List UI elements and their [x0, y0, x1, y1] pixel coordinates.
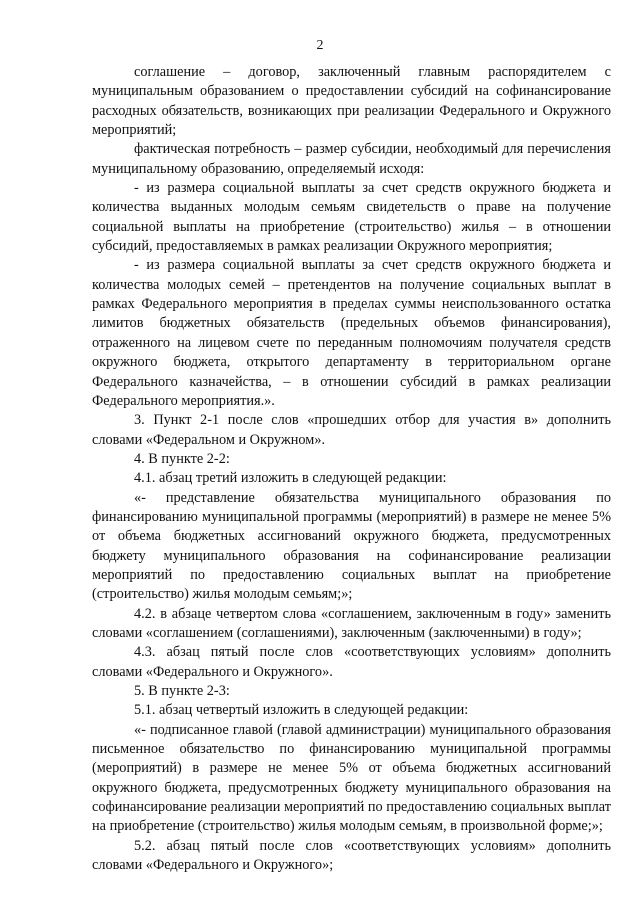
paragraph-item-5-1-text: «- подписанное главой (главой администрации) муниципального образования письменное обязательство по финансированию муниципальной программы (мероприятий) в размере не менее 5% от объема бюджетных ассигнований окружного бюджета, предусмотренных бюджету муниципального образования на софинансирование реализации мероприятий по предоставлению социальных выплат на приобретение (строительство) жилья молодым семьям, в произвольной форме;»;: [92, 721, 611, 835]
paragraph-item-5-1: 5.1. абзац четвертый изложить в следующей редакции:: [134, 702, 469, 719]
paragraph-item-5: 5. В пункте 2-3:: [134, 683, 230, 699]
paragraph-item-5-2: 5.2. абзац пятый после слов «соответствующих условиям» дополнить словами «Федерального и Окружного»;: [92, 837, 611, 874]
paragraph-actual-need-federal: - из размера социальной выплаты за счет средств окружного бюджета и количества молодых семей – претендентов на получение социальных выплат в рамках Федерального мероприятия в пределах суммы неиспользованного остатка лимитов бюджетных обязательств (предельных объемов финансирования), отраженного на лицевом счете по переданным полномочиям получателя средств окружного бюджета, открытого департаменту в территориальном органе Федерального казначейства, – в отношении субсидий в рамках реализации Федерального мероприятия.».: [92, 257, 611, 409]
paragraph-item-4: 4. В пункте 2-2:: [134, 450, 230, 467]
paragraph-item-4-2: 4.2. в абзаце четвертом слова «соглашением, заключенным в году» заменить словами «соглашением (соглашениями), заключенным (заключенными) в году»;: [92, 605, 611, 641]
page-number: 2: [316, 38, 324, 53]
paragraph-actual-need-district: - из размера социальной выплаты за счет средств окружного бюджета и количества выданных молодым семьям свидетельств о праве на получение социальной выплаты на приобретение (строительство) жилья – в отношении субсидий, предоставляемых в рамках реализации Окружного мероприятия;: [92, 180, 611, 255]
paragraph-definition-agreement: соглашение – договор, заключенный главным распорядителем с муниципальным образованием о предоставлении субсидий на софинансирование расходных обязательств, возникающих при реализации Федерального и Окружного мероприятий;: [92, 64, 611, 139]
paragraph-item-4-1: 4.1. абзац третий изложить в следующей редакции:: [134, 470, 447, 487]
paragraph-item-3: 3. Пункт 2-1 после слов «прошедших отбор для участия в» дополнить словами «Федеральном и Окружном».: [92, 412, 611, 448]
paragraph-item-4-1-text: «- представление обязательства муниципального образования по финансированию муниципальной программы (мероприятий) в размере не менее 5% от объема бюджетных ассигнований окружного бюджета, предусмотренных бюджету муниципального образования на софинансирование реализации мероприятий по предоставлению социальных выплат на приобретение (строительство) жилья молодым семьям;»;: [92, 489, 611, 603]
paragraph-item-4-3: 4.3. абзац пятый после слов «соответствующих условиям» дополнить словами «Федерального и Окружного».: [92, 644, 611, 680]
paragraph-definition-actual-need: фактическая потребность – размер субсидии, необходимый для перечисления муниципальному образованию, определяемый исходя:: [92, 141, 611, 177]
document-body: [92, 63, 611, 875]
